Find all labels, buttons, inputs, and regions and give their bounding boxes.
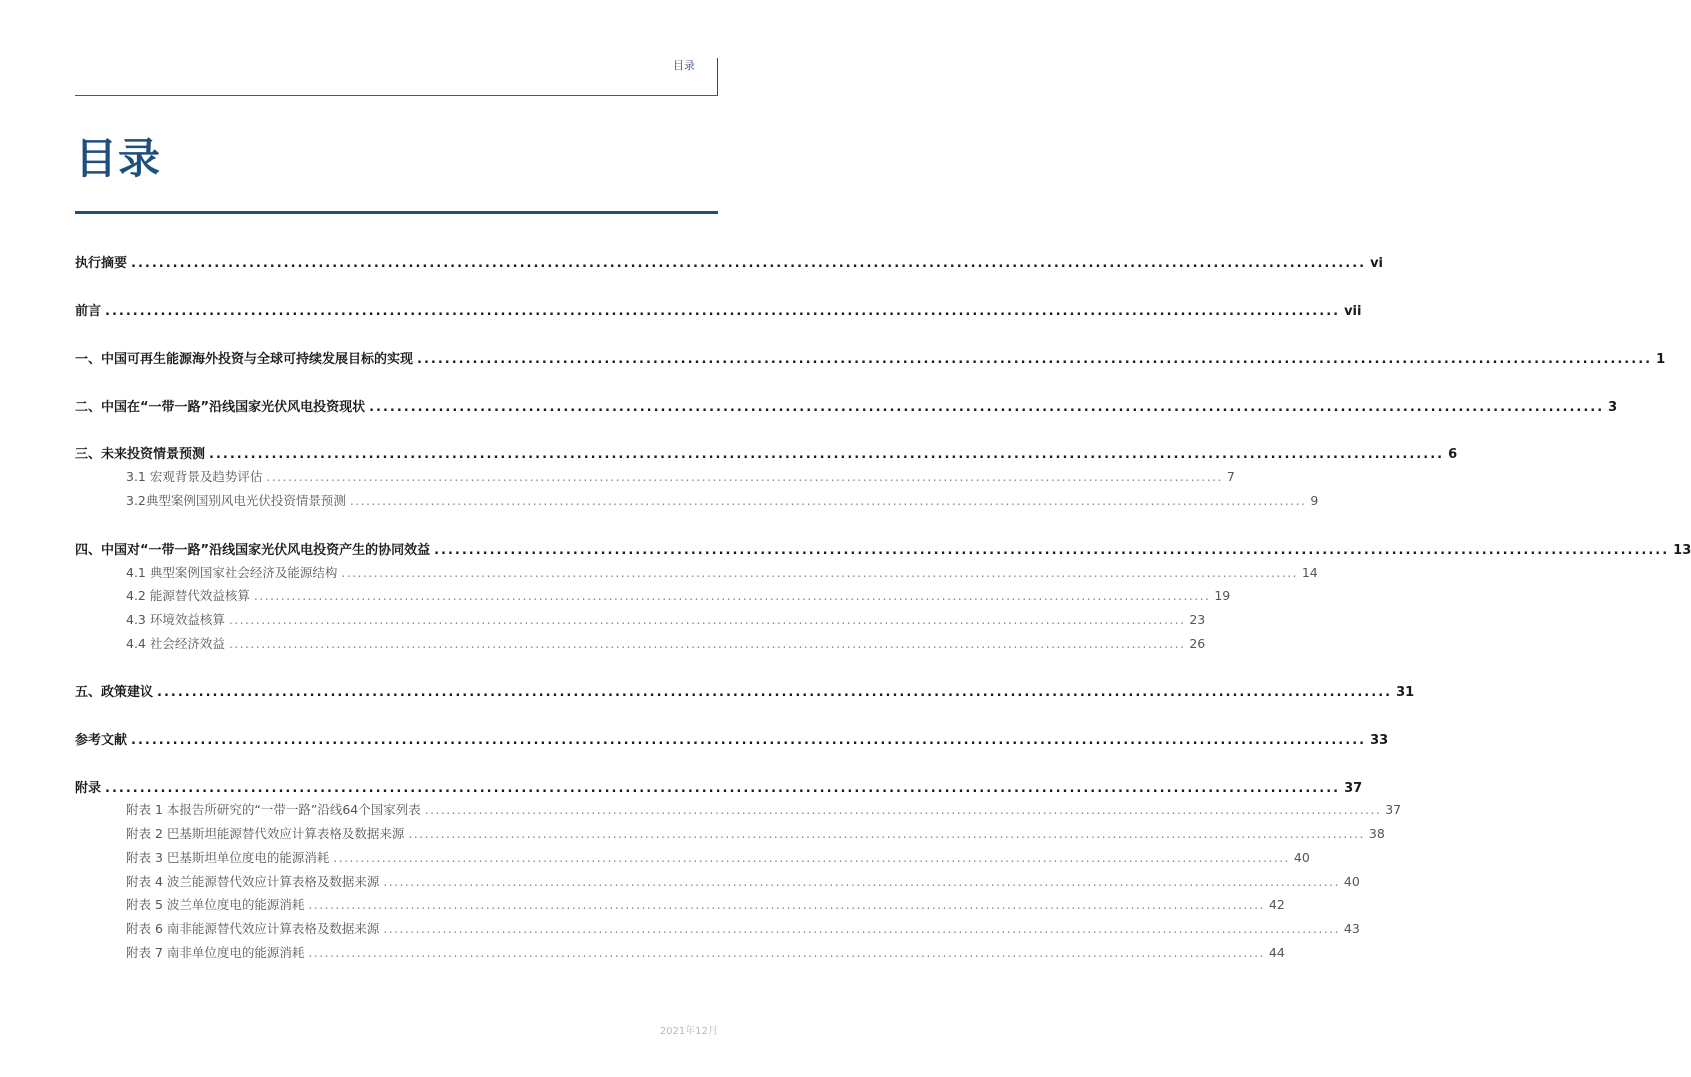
toc-leader-dots: .................................................................................................................................................................................. <box>131 733 1367 748</box>
toc-entry-page: 9 <box>1310 493 1319 508</box>
toc-entry-appendix-table-3[interactable] <box>126 848 1310 866</box>
toc-leader-dots: .................................................................................................................................................................................. <box>308 945 1265 960</box>
toc-entry-label: 前言 <box>75 304 102 319</box>
toc-entry-page: 44 <box>1268 945 1285 960</box>
toc-leader-dots: .................................................................................................................................................................................. <box>434 543 1670 558</box>
toc-leader-dots: .................................................................................................................................................................................. <box>369 400 1605 415</box>
toc-entry-section-4-4[interactable] <box>126 634 1206 652</box>
toc-leader-dots: .................................................................................................................................................................................. <box>349 493 1307 508</box>
toc-leader-dots: .................................................................................................................................................................................. <box>408 826 1365 841</box>
toc-entry-label: 3.1 宏观背景及趋势评估 <box>126 469 263 484</box>
toc-entry-label: 附表 7 南非单位度电的能源消耗 <box>126 945 305 960</box>
toc-entry-label: 4.2 能源替代效益核算 <box>126 588 250 603</box>
header-section-label: 目录 <box>673 59 695 72</box>
toc-entry-label: 二、中国在“一带一路”沿线国家光伏风电投资现状 <box>75 400 366 415</box>
toc-entry-chapter-3[interactable] <box>75 443 1458 462</box>
toc-entry-chapter-4[interactable] <box>75 539 1691 558</box>
toc-entry-appendix-table-1[interactable] <box>126 800 1402 818</box>
toc-entry-page: 31 <box>1396 685 1415 700</box>
toc-entry-section-4-3[interactable] <box>126 610 1206 628</box>
toc-leader-dots: .................................................................................................................................................................................. <box>105 781 1341 796</box>
toc-entry-page: 38 <box>1368 826 1385 841</box>
toc-entry-page: 43 <box>1343 921 1360 936</box>
toc-leader-dots: .................................................................................................................................................................................. <box>333 850 1290 865</box>
header-divider-horizontal <box>75 95 718 96</box>
toc-entry-label: 3.2典型案例国别风电光伏投资情景预测 <box>126 493 346 508</box>
footer-date: 2021年12月 <box>659 1026 718 1037</box>
header-divider-vertical <box>717 58 718 96</box>
toc-leader-dots: .................................................................................................................................................................................. <box>308 897 1265 912</box>
toc-entry-label: 参考文献 <box>75 733 128 748</box>
toc-entry-appendix-table-2[interactable] <box>126 824 1385 842</box>
toc-entry-label: 三、未来投资情景预测 <box>75 447 206 462</box>
toc-entry-appendix-table-4[interactable] <box>126 872 1360 890</box>
toc-entry-page: 6 <box>1448 447 1458 462</box>
toc-entry-page: 37 <box>1385 802 1402 817</box>
toc-entry-page: 13 <box>1673 543 1691 558</box>
toc-entry-section-4-2[interactable] <box>126 586 1231 604</box>
toc-entry-label: 4.4 社会经济效益 <box>126 636 225 651</box>
page-title: 目录 <box>75 134 162 183</box>
toc-entry-page: 40 <box>1293 850 1310 865</box>
toc-entry-label: 附录 <box>75 781 102 796</box>
toc-leader-dots: .................................................................................................................................................................................. <box>383 874 1340 889</box>
toc-entry-appendix-table-7[interactable] <box>126 943 1285 961</box>
toc-leader-dots: .................................................................................................................................................................................. <box>424 802 1382 817</box>
toc-leader-dots: .................................................................................................................................................................................. <box>417 352 1653 367</box>
toc-entry-preface[interactable] <box>75 300 1362 319</box>
toc-entry-page: vii <box>1344 304 1362 319</box>
title-rule <box>75 211 718 214</box>
toc-leader-dots: .................................................................................................................................................................................. <box>341 565 1298 580</box>
toc-entry-page: 19 <box>1214 588 1231 603</box>
toc-entry-section-3-1[interactable] <box>126 467 1235 485</box>
toc-entry-page: 40 <box>1343 874 1360 889</box>
toc-leader-dots: .................................................................................................................................................................................. <box>228 636 1186 651</box>
toc-entry-appendix-table-5[interactable] <box>126 895 1285 913</box>
toc-entry-chapter-1[interactable] <box>75 348 1666 367</box>
toc-entry-executive-summary[interactable] <box>75 252 1384 271</box>
toc-entry-chapter-2[interactable] <box>75 396 1618 415</box>
toc-entry-page: 14 <box>1301 565 1318 580</box>
toc-entry-page: 3 <box>1608 400 1618 415</box>
toc-entry-label: 五、政策建议 <box>75 685 154 700</box>
toc-entry-references[interactable] <box>75 729 1389 748</box>
toc-entry-page: 7 <box>1226 469 1235 484</box>
toc-entry-appendix-table-6[interactable] <box>126 919 1360 937</box>
toc-entry-page: vi <box>1370 256 1384 271</box>
toc-entry-label: 执行摘要 <box>75 256 128 271</box>
toc-entry-label: 4.1 典型案例国家社会经济及能源结构 <box>126 565 338 580</box>
toc-leader-dots: .................................................................................................................................................................................. <box>209 447 1445 462</box>
toc-entry-page: 42 <box>1268 897 1285 912</box>
toc-entry-label: 附表 5 波兰单位度电的能源消耗 <box>126 897 305 912</box>
toc-entry-label: 附表 4 波兰能源替代效应计算表格及数据来源 <box>126 874 380 889</box>
toc-entry-label: 四、中国对“一带一路”沿线国家光伏风电投资产生的协同效益 <box>75 543 431 558</box>
toc-entry-label: 附表 6 南非能源替代效应计算表格及数据来源 <box>126 921 380 936</box>
toc-entry-label: 4.3 环境效益核算 <box>126 612 225 627</box>
toc-entry-chapter-5[interactable] <box>75 681 1415 700</box>
toc-entry-label: 附表 1 本报告所研究的“一带一路”沿线64个国家列表 <box>126 802 421 817</box>
toc-entry-label: 附表 2 巴基斯坦能源替代效应计算表格及数据来源 <box>126 826 405 841</box>
toc-entry-section-4-1[interactable] <box>126 563 1318 581</box>
toc-entry-label: 一、中国可再生能源海外投资与全球可持续发展目标的实现 <box>75 352 414 367</box>
toc-leader-dots: .................................................................................................................................................................................. <box>131 256 1367 271</box>
toc-leader-dots: .................................................................................................................................................................................. <box>383 921 1340 936</box>
toc-entry-page: 37 <box>1344 781 1363 796</box>
toc-entry-page: 1 <box>1656 352 1666 367</box>
toc-leader-dots: .................................................................................................................................................................................. <box>253 588 1211 603</box>
toc-entry-appendix[interactable] <box>75 777 1363 796</box>
toc-entry-label: 附表 3 巴基斯坦单位度电的能源消耗 <box>126 850 330 865</box>
toc-leader-dots: .................................................................................................................................................................................. <box>105 304 1341 319</box>
toc-entry-page: 33 <box>1370 733 1389 748</box>
toc-entry-section-3-2[interactable] <box>126 491 1319 509</box>
toc-leader-dots: .................................................................................................................................................................................. <box>228 612 1186 627</box>
toc-entry-page: 26 <box>1189 636 1206 651</box>
toc-entry-page: 23 <box>1189 612 1206 627</box>
toc-leader-dots: .................................................................................................................................................................................. <box>266 469 1223 484</box>
toc-leader-dots: .................................................................................................................................................................................. <box>157 685 1393 700</box>
